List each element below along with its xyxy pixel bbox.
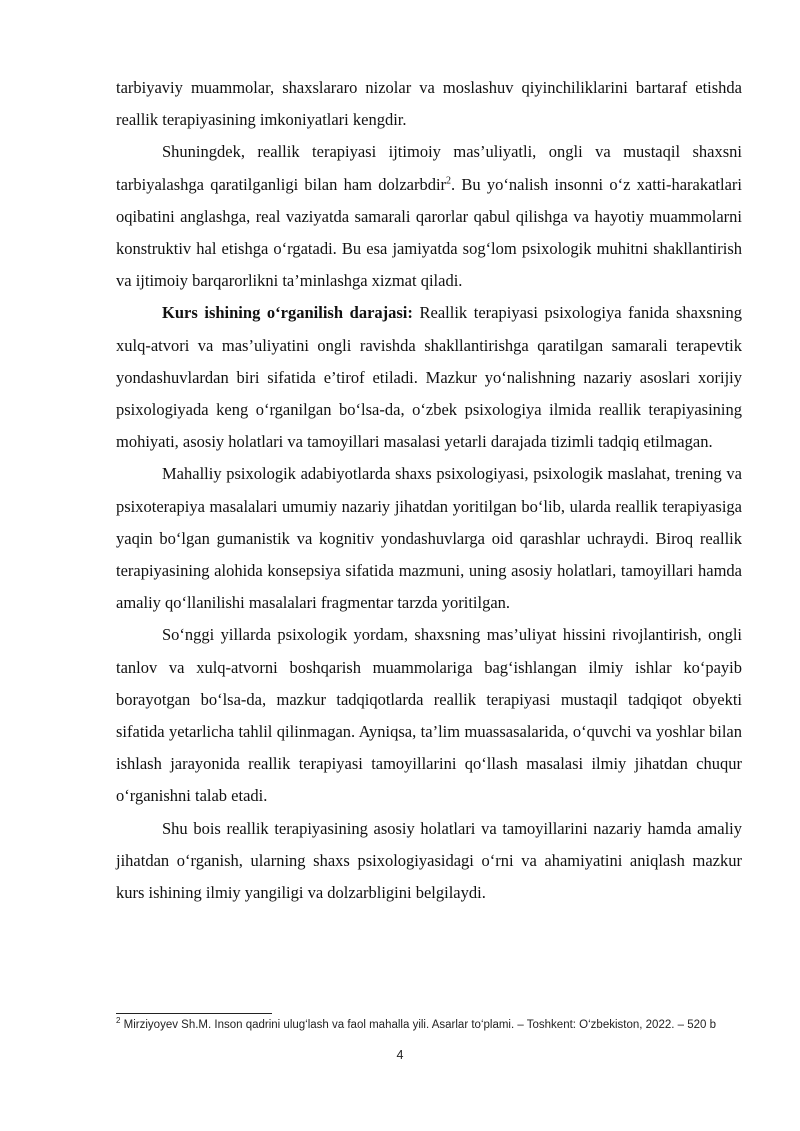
footnote-reference: 2 bbox=[446, 175, 452, 187]
paragraph-3 bbox=[116, 297, 742, 458]
paragraph-5: So‘nggi yillarda psixologik yordam, shaxsning mas’uliyat hissini rivojlantirish, ongli tanlov va xulq-atvorni boshqarish muammolariga bag‘ishlangan ilmiy ishlar ko‘payib borayotgan bo‘lsa-da, mazkur tadqiqotlarda reallik terapiyasi mustaqil tadqiqot obyekti sifatida yetarlicha tahlil qilinmagan. Ayniqsa, ta’lim muassasalarida, o‘quvchi va yoshlar bilan ishlash jarayonida reallik terapiyasi tamoyillarini qo‘llash masalasi ilmiy jihatdan chuqur o‘rganishni talab etadi. bbox=[116, 625, 742, 806]
section-heading: Kurs ishining o‘rganilish darajasi: bbox=[162, 303, 413, 323]
page-number: 4 bbox=[396, 1048, 404, 1062]
paragraph-2 bbox=[116, 136, 742, 297]
paragraph-2-text: Shuningdek, reallik terapiyasi ijtimoiy mas’uliyatli, ongli va mustaqil shaxsni tarbiyalashga qaratilganligi bilan ham dolzarbdir bbox=[116, 142, 742, 194]
paragraph-6: Shu bois reallik terapiyasining asosiy holatlari va tamoyillarini nazariy hamda amaliy jihatdan o‘rganish, ularning shaxs psixologiyasidagi o‘rni va ahamiyatini aniqlash mazkur kurs ishining ilmiy yangiligi va dolzarbligini belgilaydi. bbox=[116, 818, 742, 903]
footnote bbox=[116, 1017, 742, 1034]
body-text bbox=[116, 72, 742, 909]
paragraph-3-text: Reallik terapiyasi psixologiya fanida shaxsning xulq-atvori va mas’uliyatini ongli ravishda shakllantirishga qaratilgan samarali terapevtik yondashuvlardan biri sifatida e’tirof etiladi. Mazkur yo‘nalishning nazariy asoslari xorijiy psixologiyada keng o‘rganilgan bo‘lsa-da, o‘zbek psixologiya ilmida reallik terapiyasining mohiyati, asosiy holatlari va tamoyillari masalasi yetarli darajada tizimli tadqiq etilmagan. bbox=[116, 303, 742, 452]
footnote-text: Mirziyoyev Sh.M. Inson qadrini ulug‘lash va faol mahalla yili. Asarlar to‘plami. – Toshkent: O‘zbekiston, 2022. – 520 b bbox=[120, 1019, 716, 1031]
footnote-mark: 2 bbox=[116, 1016, 121, 1026]
footnote-divider bbox=[116, 1013, 272, 1014]
paragraph-2-continuation: . Bu yo‘nalish insonni o‘z xatti-harakatlari oqibatini anglashga, real vaziyatda samarali qarorlar qabul qilishga va hayotiy muammolarni konstruktiv hal etishga o‘rgatadi. Bu esa jamiyatda sog‘lom psixologik muhitni shakllantirish va ijtimoiy barqarorlikni ta’minlashga xizmat qiladi. bbox=[116, 174, 742, 291]
paragraph-4: Mahalliy psixologik adabiyotlarda shaxs psixologiyasi, psixologik maslahat, trening va psixoterapiya masalalari umumiy nazariy jihatdan yoritilgan bo‘lib, ularda reallik terapiyasiga yaqin bo‘lgan gumanistik va kognitiv yondashuvlarga oid qarashlar uchraydi. Biroq reallik terapiyasining alohida konsepsiya sifatida mazmuni, uning asosiy holatlari, tamoyillari hamda amaliy qo‘llanilishi masalalari fragmentar tarzda yoritilgan. bbox=[116, 464, 742, 613]
paragraph-1: tarbiyaviy muammolar, shaxslararo nizolar va moslashuv qiyinchiliklarini bartaraf etishda reallik terapiyasining imkoniyatlari kengdir. bbox=[116, 78, 742, 130]
